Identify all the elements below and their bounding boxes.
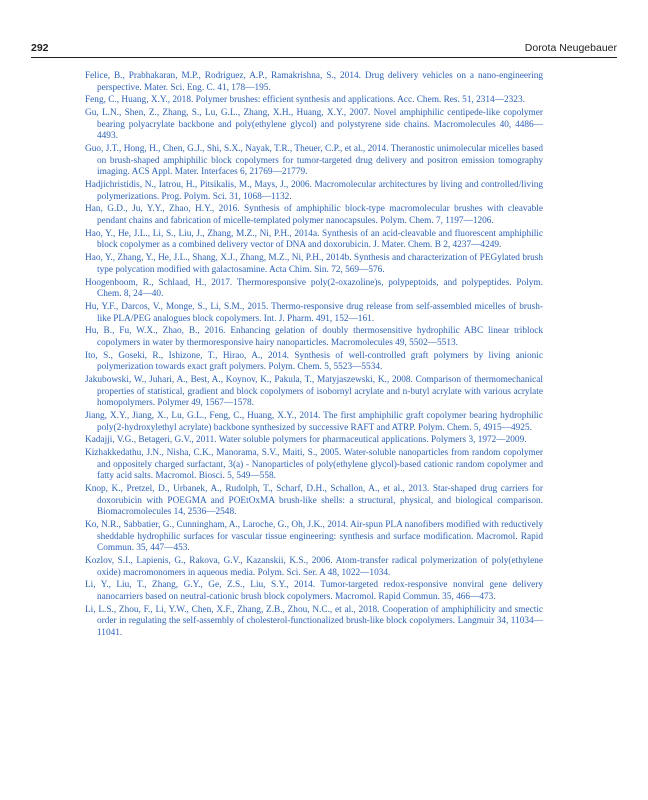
reference-item[interactable]: Jakubowski, W., Juhari, A., Best, A., Koynov, K., Pakula, T., Matyjaszewski, K., 2008. Comparison of thermomechanical properties of statistical, gradient and block copolymers of isobornyl acrylate and n-butyl acrylate with various acrylate homopolymers. Polymer 49, 1567—1578. bbox=[85, 375, 543, 409]
reference-item[interactable]: Ko, N.R., Sabbatier, G., Cunningham, A., Laroche, G., Oh, J.K., 2014. Air-spun PLA nanofibers modified with reductively sheddable hydrophilic surfaces for vascular tissue engineering: synthesis and surface modification. Macromol. Rapid Commun. 35, 447—453. bbox=[85, 520, 543, 554]
page-header bbox=[31, 40, 617, 58]
reference-item[interactable]: Felice, B., Prabhakaran, M.P., Rodriguez, A.P., Ramakrishna, S., 2014. Drug delivery vehicles on a nano-engineering perspective. Mater. Sci. Eng. C. 41, 178—195. bbox=[85, 71, 543, 93]
reference-item[interactable]: Knop, K., Pretzel, D., Urbanek, A., Rudolph, T., Scharf, D.H., Schallon, A., et al., 2013. Star-shaped drug carriers for doxorubicin with POEGMA and POEtOxMA brush-like shells: a structural, physical, and biological comparison. Biomacromolecules 14, 2536—2548. bbox=[85, 484, 543, 518]
reference-item[interactable]: Li, Y., Liu, T., Zhang, G.Y., Ge, Z.S., Liu, S.Y., 2014. Tumor-targeted redox-responsive nonviral gene delivery nanocarriers based on neutral-cationic brush block copolymers. Macromol. Rapid Commun. 35, 466—473. bbox=[85, 580, 543, 602]
reference-item[interactable]: Kozlov, S.I., Lapienis, G., Rakova, G.V., Kazanskii, K.S., 2006. Atom-transfer radical polymerization of poly(ethylene oxide) macromonomers in aqueous media. Polym. Sci. Ser. A 48, 1022—1034. bbox=[85, 556, 543, 578]
reference-list bbox=[85, 71, 543, 641]
reference-item[interactable]: Hao, Y., He, J.L., Li, S., Liu, J., Zhang, M.Z., Ni, P.H., 2014a. Synthesis of an acid-cleavable and fluorescent amphiphilic block copolymer as a combined delivery vector of DNA and doxorubicin. J. Mater. Chem. B 2, 4237—4249. bbox=[85, 228, 543, 251]
reference-item[interactable]: Guo, J.T., Hong, H., Chen, G.J., Shi, S.X., Nayak, T.R., Theuer, C.P., et al., 2014. Theranostic unimolecular micelles based on brush-shaped amphiphilic block copolymers for tumor-targeted drug delivery and positron emission tomography imaging. ACS Appl. Mater. Interfaces 6, 21769—21779. bbox=[85, 144, 543, 178]
reference-item[interactable]: Jiang, X.Y., Jiang, X., Lu, G.L., Feng, C., Huang, X.Y., 2014. The first amphiphilic graft copolymer bearing hydrophilic poly(2-hydroxylethyl acrylate) backbone synthesized by successive RAFT and ATRP. Polym. Chem. 5, 4915—4925. bbox=[85, 411, 543, 433]
reference-item[interactable]: Hu, Y.F., Darcos, V., Monge, S., Li, S.M., 2015. Thermo-responsive drug release from self-assembled micelles of brush-like PLA/PEG analogues block copolymers. Int. J. Pharm. 491, 152—161. bbox=[85, 302, 543, 324]
reference-item[interactable]: Hadjichristidis, N., Iatrou, H., Pitsikalis, M., Mays, J., 2006. Macromolecular architectures by living and controlled/living polymerizations. Prog. Polym. Sci. 31, 1068—1132. bbox=[85, 180, 543, 202]
reference-item[interactable]: Hoogenboom, R., Schlaad, H., 2017. Thermoresponsive poly(2-oxazoline)s, polypeptoids, and polypeptides. Polym. Chem. 8, 24—40. bbox=[85, 277, 543, 300]
reference-item[interactable]: Kadajji, V.G., Betageri, G.V., 2011. Water soluble polymers for pharmaceutical applications. Polymers 3, 1972—2009. bbox=[85, 435, 527, 446]
reference-item[interactable]: Hu, B., Fu, W.X., Zhao, B., 2016. Enhancing gelation of doubly thermosensitive hydrophilic ABC linear triblock copolymers in water by thermoresponsive hairy nanoparticles. Macromolecules 49, 5502—5513. bbox=[85, 326, 543, 348]
reference-item[interactable]: Ito, S., Goseki, R., Ishizone, T., Hirao, A., 2014. Synthesis of well-controlled graft polymers by living anionic polymerization towards exact graft polymers. Polym. Chem. 5, 5523—5534. bbox=[85, 350, 543, 373]
reference-item[interactable]: Gu, L.N., Shen, Z., Zhang, S., Lu, G.L., Zhang, X.H., Huang, X.Y., 2007. Novel amphiphilic centipede-like copolymer bearing polyacrylate backbone and poly(ethylene glycol) and polystyrene side chains. Macromolecules 40, 4486—4493. bbox=[85, 108, 543, 142]
reference-item[interactable]: Li, L.S., Zhou, F., Li, Y.W., Chen, X.F., Zhang, Z.B., Zhou, N.C., et al., 2018. Cooperation of amphiphilicity and smectic order in regulating the self-assembly of cholesterol-functionalized brush-like block copolymers. Langmuir 34, 11034—11041. bbox=[85, 604, 543, 638]
running-head-author: Dorota Neugebauer bbox=[524, 42, 617, 54]
reference-item[interactable]: Feng, C., Huang, X.Y., 2018. Polymer brushes: efficient synthesis and applications. Acc. Chem. Res. 51, 2314—2323. bbox=[85, 95, 525, 106]
header-rule bbox=[31, 57, 617, 58]
reference-item[interactable]: Hao, Y., Zhang, Y., He, J.L., Shang, X.J., Zhang, M.Z., Ni, P.H., 2014b. Synthesis and characterization of PEGylated brush type polycation modified with galactosamine. Acta Chim. Sin. 72, 569—576. bbox=[85, 253, 543, 275]
page-number: 292 bbox=[31, 42, 49, 54]
reference-item[interactable]: Kizhakkedathu, J.N., Nisha, C.K., Manorama, S.V., Maiti, S., 2005. Water-soluble nanoparticles from random copolymer and oppositely charged surfactant, 3(a) - Nanoparticles of poly(ethylene glycol)-based cationic random copolymer and fatty acid salts. Macromol. Biosci. 5, 549—558. bbox=[85, 448, 543, 482]
reference-item[interactable]: Han, G.D., Ju, Y.Y., Zhao, H.Y., 2016. Synthesis of amphiphilic block-type macromolecular brushes with cleavable pendant chains and fabrication of micelle-templated polymer nanocapsules. Polym. Chem. 7, 1197—1206. bbox=[85, 204, 543, 226]
